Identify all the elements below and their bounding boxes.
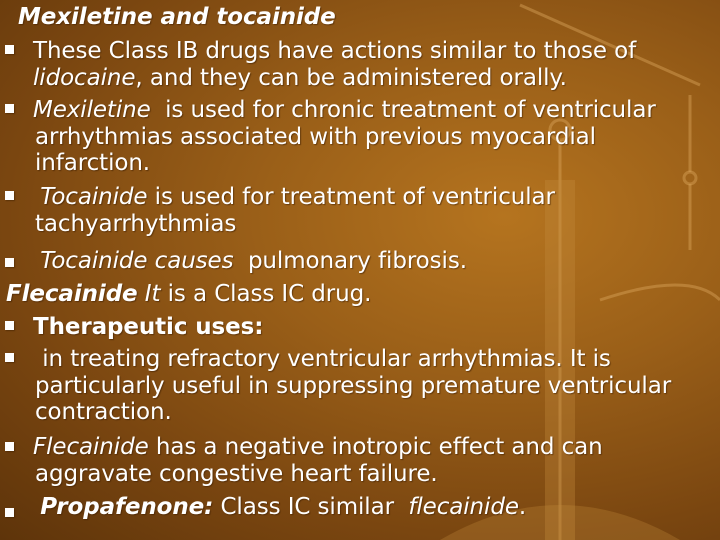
- bullet-8-line-1: [33, 494, 526, 520]
- tocainide-term: Tocainide: [40, 184, 148, 210]
- bullet-1-line-2: [33, 65, 567, 91]
- bullet-4-line-1: [33, 248, 467, 274]
- slide-title: Mexiletine and tocainide: [18, 4, 336, 30]
- bullet-6-line-3: contraction.: [35, 399, 172, 425]
- mexiletine-term: Mexiletine: [33, 97, 151, 123]
- bullet-6-line-2: particularly useful in suppressing premature ventricular: [35, 373, 672, 399]
- bullet-6-line-1: [35, 346, 611, 372]
- bullet-icon: [5, 508, 14, 517]
- bullet-1-rest: , and they can be administered orally.: [135, 65, 567, 91]
- bullet-2-line-2: arrhythmias associated with previous myocardial: [35, 124, 596, 150]
- bullet-3-line-2: tachyarrhythmias: [35, 211, 237, 237]
- bullet-8-text: Class IC similar: [220, 494, 394, 520]
- flecainide-term-3: flecainide: [408, 494, 519, 520]
- propafenone-term: Propafenone:: [40, 494, 214, 520]
- bullet-3-text: is used for treatment of ventricular: [154, 184, 555, 210]
- bullet-7-line-2: aggravate congestive heart failure.: [35, 461, 438, 487]
- flecainide-term: Flecainide: [6, 281, 138, 307]
- bullet-icon: [5, 353, 14, 362]
- bullet-2-line-1: [33, 97, 656, 123]
- bullet-2-text: is used for chronic treatment of ventricular: [165, 97, 656, 123]
- bullet-icon: [5, 258, 14, 267]
- bullet-3-line-1: [33, 184, 555, 210]
- bullet-7-text: has a negative inotropic effect and can: [155, 434, 603, 460]
- bullet-icon: [5, 45, 14, 54]
- flecainide-term-2: Flecainide: [33, 434, 149, 460]
- bullet-icon: [5, 442, 14, 451]
- bullet-icon: [5, 191, 14, 200]
- therapeutic-uses-label: Therapeutic uses:: [33, 314, 264, 340]
- bullet-4-text: pulmonary fibrosis.: [247, 248, 467, 274]
- tocainide-causes: Tocainide causes: [40, 248, 234, 274]
- bullet-icon: [5, 321, 14, 330]
- bullet-6-text-1: in treating refractory ventricular arrhythmias. It is: [42, 346, 611, 372]
- bullet-2-line-3: infarction.: [35, 150, 151, 176]
- flecainide-it: It: [144, 281, 161, 307]
- bullet-icon: [5, 104, 14, 113]
- bullet-7-line-1: [33, 434, 603, 460]
- lidocaine-term: lidocaine: [33, 65, 136, 91]
- bullet-8-period: .: [518, 494, 527, 520]
- flecainide-text: is a Class IC drug.: [167, 281, 372, 307]
- bullet-1-line-1: These Class IB drugs have actions similar to those of: [33, 38, 637, 64]
- flecainide-heading: [6, 281, 371, 307]
